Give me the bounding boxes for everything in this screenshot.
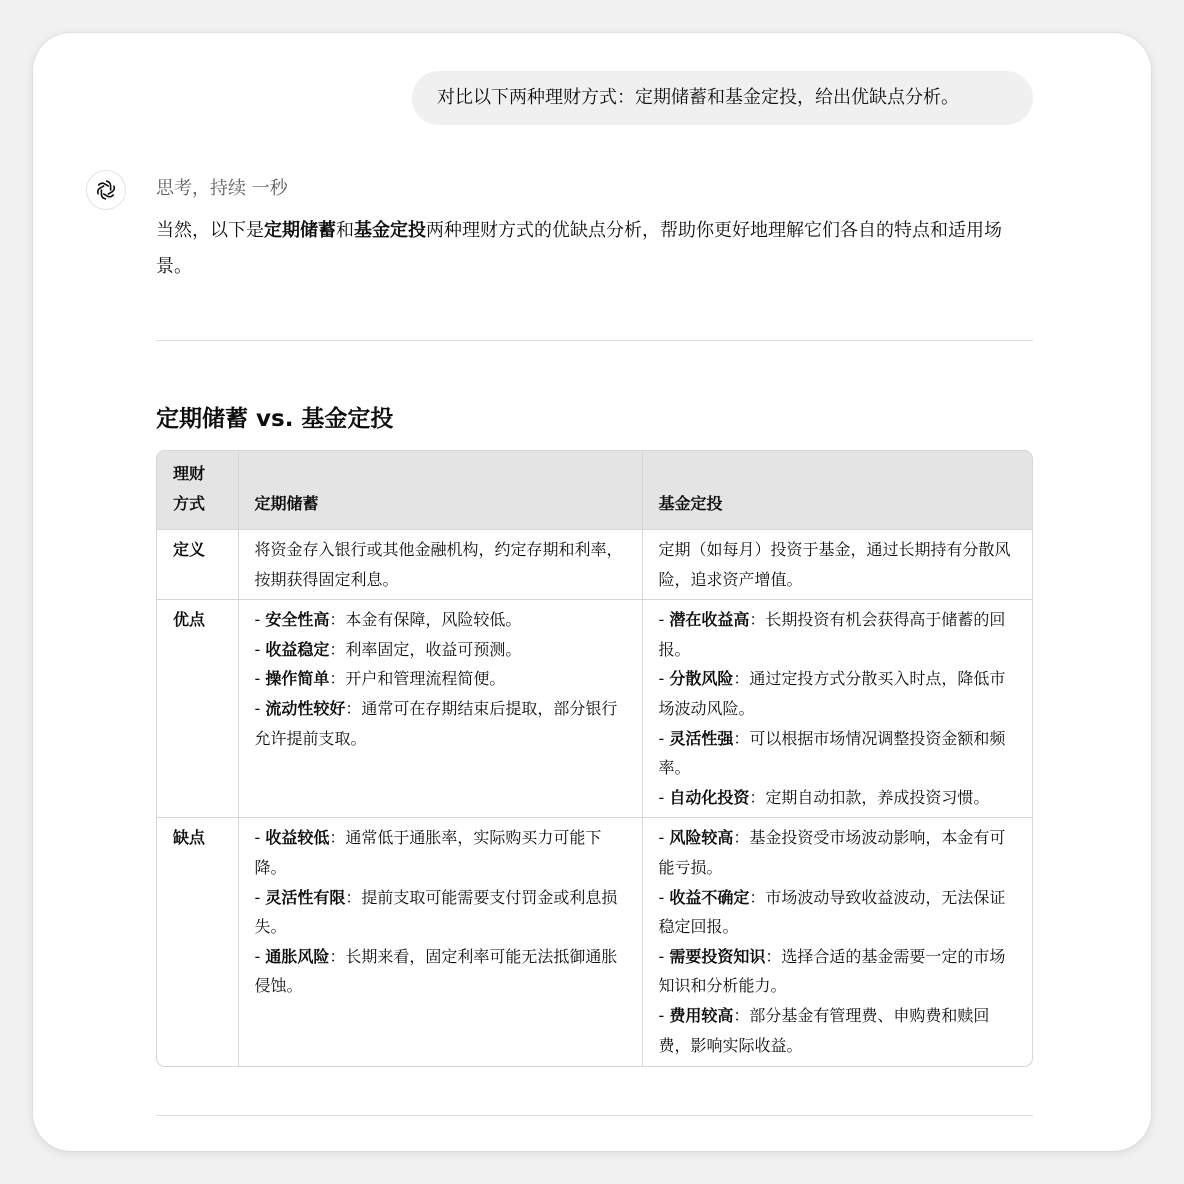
table-row-definition bbox=[157, 530, 1033, 600]
item-text: ：本金有保障，风险较低。 bbox=[329, 610, 522, 630]
chat-card bbox=[33, 33, 1151, 1151]
list-item: - 收益较低：通常低于通胀率，实际购买力可能下降。 bbox=[254, 828, 602, 877]
table-row-pros bbox=[157, 600, 1033, 818]
header-savings: 定期储蓄 bbox=[238, 451, 642, 530]
list-item: - 费用较高：部分基金有管理费、申购费和赎回费，影响实际收益。 bbox=[658, 1005, 990, 1055]
list-item: - 分散风险：通过定投方式分散买入时点，降低市场波动风险。 bbox=[658, 669, 1006, 718]
list-item: - 收益不确定：市场波动导致收益波动，无法保证稳定回报。 bbox=[658, 887, 1006, 937]
item-text: ：提前支取可能需要支付罚金或利息损失。 bbox=[254, 887, 618, 937]
section-divider-bottom bbox=[156, 1115, 1033, 1116]
cell-cons-savings bbox=[238, 818, 642, 1066]
list-item: - 需要投资知识：选择合适的基金需要一定的市场知识和分析能力。 bbox=[658, 946, 1006, 996]
item-text: ：长期投资有机会获得高于储蓄的回报。 bbox=[658, 610, 1006, 659]
row-label-cons: 缺点 bbox=[157, 818, 238, 1066]
item-text: ：通常可在存期结束后提取，部分银行允许提前支取。 bbox=[254, 698, 618, 748]
item-text: ：通常低于通胀率，实际购买力可能下降。 bbox=[254, 828, 602, 877]
item-title: 操作简单 bbox=[265, 669, 330, 689]
cell-definition-savings: 将资金存入银行或其他金融机构，约定存期和利率，按期获得固定利息。 bbox=[238, 530, 642, 600]
item-text: ：市场波动导致收益波动，无法保证稳定回报。 bbox=[658, 887, 1006, 937]
item-title: 通胀风险 bbox=[265, 946, 330, 966]
section-divider bbox=[156, 340, 1033, 341]
list-item: - 自动化投资：定期自动扣款，养成投资习惯。 bbox=[658, 787, 990, 807]
openai-logo-icon bbox=[94, 178, 118, 202]
item-title: 费用较高 bbox=[669, 1005, 734, 1025]
comparison-table bbox=[156, 450, 1033, 1067]
section-title: 定期储蓄 vs. 基金定投 bbox=[156, 406, 394, 432]
user-message-bubble bbox=[412, 71, 1033, 125]
item-text: ：选择合适的基金需要一定的市场知识和分析能力。 bbox=[658, 946, 1006, 996]
list-item: - 流动性较好：通常可在存期结束后提取，部分银行允许提前支取。 bbox=[254, 698, 618, 748]
intro-text: 当然，以下是 bbox=[156, 220, 264, 241]
list-item: - 收益稳定：利率固定，收益可预测。 bbox=[254, 639, 522, 659]
item-text: ：部分基金有管理费、申购费和赎回费，影响实际收益。 bbox=[658, 1005, 990, 1055]
cell-definition-fund: 定期（如每月）投资于基金，通过长期持有分散风险，追求资产增值。 bbox=[642, 530, 1033, 600]
table-row-cons bbox=[157, 818, 1033, 1066]
row-label-definition: 定义 bbox=[157, 530, 238, 600]
item-title: 收益稳定 bbox=[265, 639, 330, 659]
item-title: 收益不确定 bbox=[669, 887, 750, 907]
item-text: ：利率固定，收益可预测。 bbox=[329, 639, 522, 659]
list-item: - 潜在收益高：长期投资有机会获得高于储蓄的回报。 bbox=[658, 610, 1006, 659]
item-title: 需要投资知识 bbox=[669, 946, 766, 966]
item-title: 安全性高 bbox=[265, 610, 330, 630]
list-item: - 通胀风险：长期来看，固定利率可能无法抵御通胀侵蚀。 bbox=[254, 946, 618, 996]
list-item: - 灵活性强：可以根据市场情况调整投资金额和频率。 bbox=[658, 728, 1006, 778]
assistant-intro-paragraph bbox=[156, 213, 1036, 285]
intro-bold-fund: 基金定投 bbox=[354, 220, 426, 241]
cell-cons-fund bbox=[642, 818, 1033, 1066]
cell-pros-savings bbox=[238, 600, 642, 818]
header-method-line1: 理财 bbox=[173, 464, 206, 483]
list-item: - 安全性高：本金有保障，风险较低。 bbox=[254, 610, 522, 630]
item-text: ：基金投资受市场波动影响，本金有可能亏损。 bbox=[658, 828, 1006, 877]
item-title: 分散风险 bbox=[669, 669, 734, 689]
item-text: ：开户和管理流程简便。 bbox=[329, 669, 506, 689]
item-title: 流动性较好 bbox=[265, 698, 346, 718]
item-text: ：长期来看，固定利率可能无法抵御通胀侵蚀。 bbox=[254, 946, 618, 996]
item-text: ：可以根据市场情况调整投资金额和频率。 bbox=[658, 728, 1006, 778]
cell-pros-fund bbox=[642, 600, 1033, 818]
intro-text: 两种理财方式的优缺点分析，帮助你更好地理解它们各自的特点和适用场景。 bbox=[156, 220, 1002, 277]
item-title: 收益较低 bbox=[265, 828, 330, 848]
item-title: 灵活性有限 bbox=[265, 887, 346, 907]
item-text: ：通过定投方式分散买入时点，降低市场波动风险。 bbox=[658, 669, 1006, 718]
assistant-avatar bbox=[86, 170, 126, 210]
item-title: 自动化投资 bbox=[669, 787, 750, 807]
item-title: 潜在收益高 bbox=[669, 610, 750, 630]
list-item: - 灵活性有限：提前支取可能需要支付罚金或利息损失。 bbox=[254, 887, 618, 937]
header-method-line2: 方式 bbox=[173, 494, 206, 513]
intro-bold-savings: 定期储蓄 bbox=[264, 220, 336, 241]
intro-text: 和 bbox=[336, 220, 354, 241]
item-text: ：定期自动扣款，养成投资习惯。 bbox=[749, 787, 990, 807]
row-label-pros: 优点 bbox=[157, 600, 238, 818]
item-title: 风险较高 bbox=[669, 828, 734, 848]
user-message-text: 对比以下两种理财方式：定期储蓄和基金定投，给出优缺点分析。 bbox=[437, 87, 959, 108]
list-item: - 操作简单：开户和管理流程简便。 bbox=[254, 669, 506, 689]
thinking-status[interactable]: 思考，持续 一秒 bbox=[156, 178, 288, 199]
table-header-row bbox=[157, 451, 1033, 530]
header-fund: 基金定投 bbox=[642, 451, 1033, 530]
item-title: 灵活性强 bbox=[669, 728, 734, 748]
header-method bbox=[157, 451, 238, 530]
list-item: - 风险较高：基金投资受市场波动影响，本金有可能亏损。 bbox=[658, 828, 1006, 877]
